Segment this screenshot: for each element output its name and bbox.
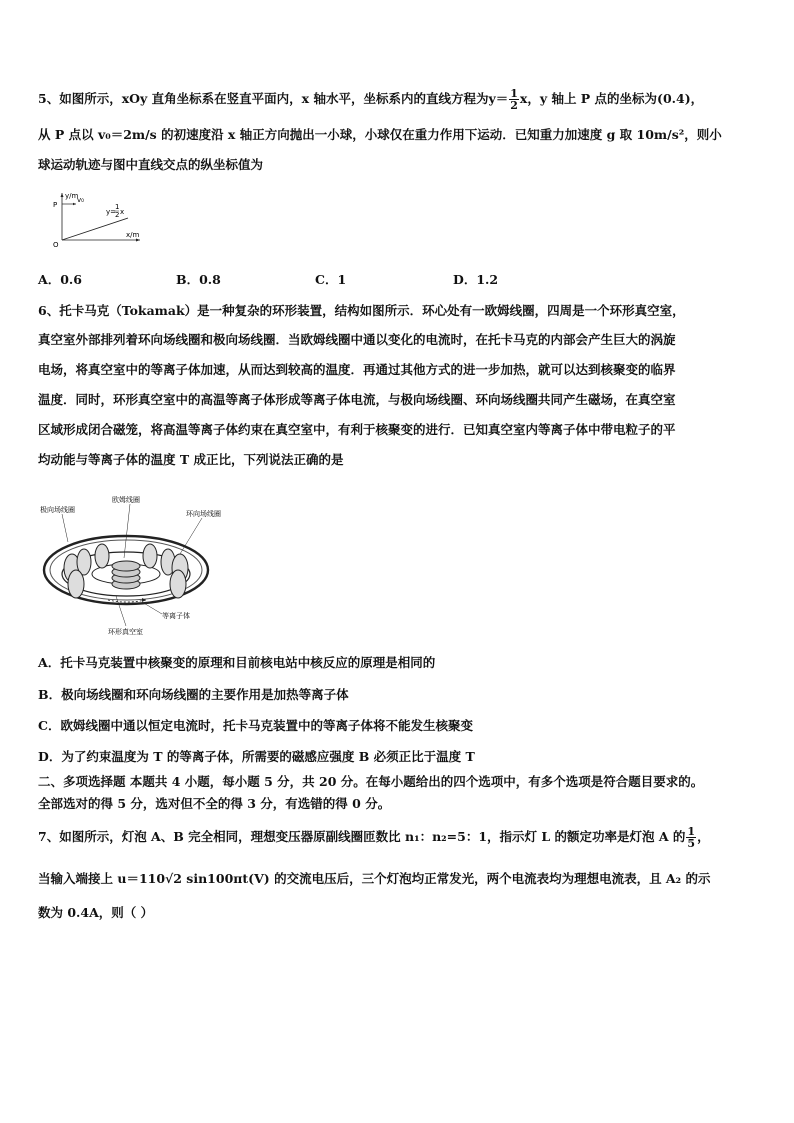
q7-line-1 — [38, 826, 762, 849]
q5-option-d[interactable]: D．1.2 — [453, 272, 499, 287]
leader-poloidal — [62, 514, 68, 542]
q5-fraction — [509, 88, 519, 111]
q5-line-2: 从 P 点以 v₀＝2m/s 的初速度沿 x 轴正方向抛出一小球，小球仅在重力作用下运动．已知重力加速度 g 取 10m/s²，则小 — [38, 127, 722, 142]
section2-line-2: 全部选对的得 5 分，选对但不全的得 3 分，有选错的得 0 分。 — [38, 796, 391, 811]
q5-option-c[interactable]: C．1 — [315, 272, 347, 287]
q5-line-eq-den: 2 — [115, 211, 120, 219]
q6-line-1: 6、托卡马克（Tokamak）是一种复杂的环形装置，结构如图所示．环心处有一欧姆线圈，四周是一个环形真空室， — [38, 303, 685, 318]
q5-line-eq-a: y= — [106, 208, 117, 216]
q5-line-1-text-a: 5、如图所示，xOy 直角坐标系在竖直平面内，x 轴水平，坐标系内的直线方程为y＝ — [38, 91, 509, 106]
q5-velocity-label: v₀ — [77, 196, 84, 204]
q5-fraction-denominator: 2 — [510, 99, 518, 112]
label-vacuum-chamber: 环形真空室 — [108, 628, 143, 636]
q5-velocity-arrowhead-icon — [73, 203, 76, 205]
q5-figure — [48, 190, 144, 248]
q7-line-1-text-a: 7、如图所示，灯泡 A、B 完全相同，理想变压器原副线圈匝数比 n₁：n₂=5：1，指示灯 L 的额定功率是灯泡 A 的 — [38, 829, 686, 844]
q5-line-plot — [62, 218, 128, 240]
q5-line-1-text-b: x，y 轴上 P 点的坐标为(0.4)， — [519, 91, 704, 106]
q5-x-axis-label: x/m — [126, 231, 140, 239]
q6-line-5: 区域形成闭合磁笼，将高温等离子体约束在真空室中，有利于核聚变的进行．已知真空室内等离子体中带电粒子的平 — [38, 422, 676, 437]
q7-fraction-numerator: 1 — [687, 825, 696, 838]
q5-point-p-label: P — [53, 201, 58, 209]
q7-line-1-text-b: ， — [697, 829, 710, 844]
q7-fraction-denominator: 5 — [687, 837, 696, 850]
q5-y-axis-label: y/m — [65, 192, 79, 200]
tokamak-figure — [38, 492, 221, 640]
section2-line-1: 二、多项选择题 本题共 4 小题，每小题 5 分，共 20 分。在每小题给出的四个选项中，有多个选项是符合题目要求的。 — [38, 774, 704, 789]
label-plasma: 等离子体 — [162, 612, 190, 620]
label-toroidal-coil: 环向场线圈 — [186, 510, 221, 518]
q6-line-3: 电场，将真空室中的等离子体加速，从而达到较高的温度．再通过其他方式的进一步加热，就可以达到核聚变的临界 — [38, 362, 676, 377]
q7-line-3: 数为 0.4A，则（ ） — [38, 905, 154, 920]
q6-option-d[interactable]: D．为了约束温度为 T 的等离子体，所需要的磁感应强度 B 必须正比于温度 T — [38, 749, 475, 764]
q6-option-c[interactable]: C．欧姆线圈中通以恒定电流时，托卡马克装置中的等离子体将不能发生核聚变 — [38, 718, 473, 733]
q5-line-eq-b: x — [120, 208, 125, 216]
q7-fraction — [686, 826, 696, 849]
ohm-coil-stack — [112, 561, 140, 589]
label-ohm-coil: 欧姆线圈 — [112, 496, 140, 504]
q5-option-a[interactable]: A．0.6 — [38, 272, 82, 287]
q5-line-3: 球运动轨迹与图中直线交点的纵坐标值为 — [38, 157, 264, 172]
q5-option-b[interactable]: B．0.8 — [176, 272, 221, 287]
leader-plasma — [142, 602, 162, 614]
q5-y-arrow-icon — [61, 193, 64, 197]
leader-chamber — [116, 596, 126, 626]
q6-option-a[interactable]: A．托卡马克装置中核聚变的原理和目前核电站中核反应的原理是相同的 — [38, 655, 436, 670]
q5-fraction-numerator: 1 — [510, 87, 518, 100]
leader-ohm — [124, 504, 130, 558]
q7-line-2: 当输入端接上 u＝110√2 sin100πt(V) 的交流电压后，三个灯泡均正常发光，两个电流表均为理想电流表，且 A₂ 的示 — [38, 871, 711, 886]
q6-line-6: 均动能与等离子体的温度 T 成正比，下列说法正确的是 — [38, 452, 344, 467]
q6-option-b[interactable]: B．极向场线圈和环向场线圈的主要作用是加热等离子体 — [38, 687, 349, 702]
q5-line-eq-num: 1 — [115, 203, 120, 211]
q5-origin-label: O — [53, 241, 59, 249]
q6-line-2: 真空室外部排列着环向场线圈和极向场线圈．当欧姆线圈中通以变化的电流时，在托卡马克的内部会产生巨大的涡旋 — [38, 332, 676, 347]
label-poloidal-coil: 极向场线圈 — [40, 506, 75, 514]
q6-line-4: 温度．同时，环形真空室中的高温等离子体形成等离子体电流，与极向场线圈、环向场线圈共同产生磁场，在真空室 — [38, 392, 676, 407]
q5-line-1 — [38, 88, 762, 111]
